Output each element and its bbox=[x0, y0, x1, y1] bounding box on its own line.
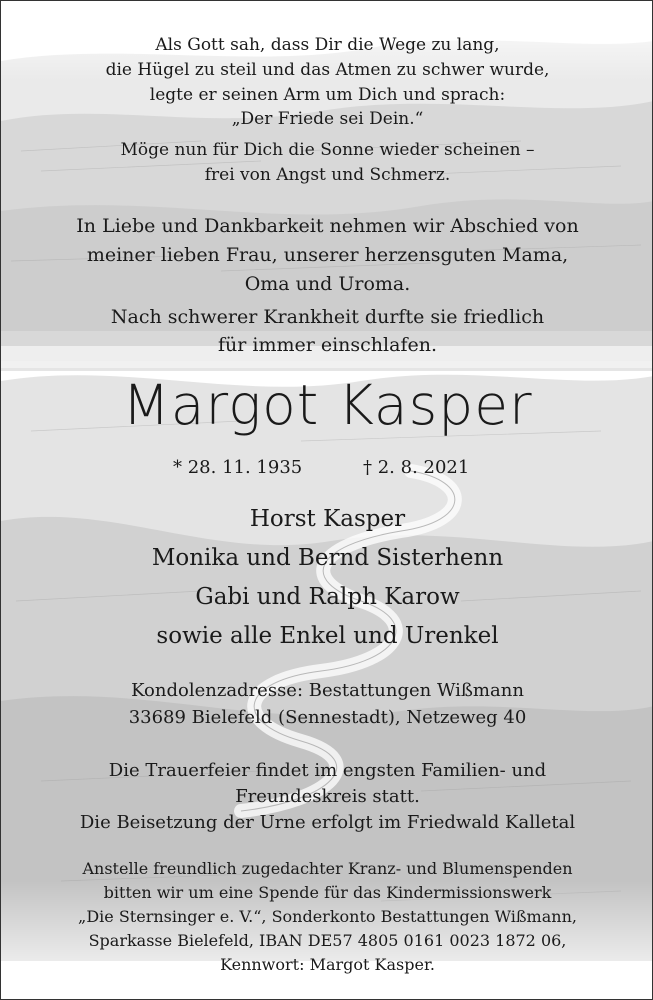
donation-line: „Die Sternsinger e. V.“, Sonderkonto Bestattungen Wißmann, bbox=[78, 907, 577, 926]
intro-line: meiner lieben Frau, unserer herzensguten Mama, bbox=[86, 244, 569, 266]
poem-line: die Hügel zu steil und das Atmen zu schwer wurde, bbox=[105, 60, 550, 80]
poem-line: „Der Friede sei Dein.“ bbox=[231, 109, 424, 129]
intro-line: Nach schwerer Krankheit durfte sie friedlich bbox=[110, 306, 545, 328]
condolence-address-line: Kondolenzadresse: Bestattungen Wißmann bbox=[131, 680, 524, 701]
death-date: † 2. 8. 2021 bbox=[363, 457, 470, 478]
poem-line: frei von Angst und Schmerz. bbox=[204, 165, 451, 185]
mourner-line: Monika und Bernd Sisterhenn bbox=[151, 545, 504, 571]
mourner-line: Gabi und Ralph Karow bbox=[195, 584, 460, 610]
poem-line: Möge nun für Dich die Sonne wieder scheinen – bbox=[120, 140, 535, 160]
poem-line: Als Gott sah, dass Dir die Wege zu lang, bbox=[155, 35, 500, 55]
birth-date: * 28. 11. 1935 bbox=[173, 457, 303, 478]
mourner-line: Horst Kasper bbox=[249, 506, 406, 532]
deceased-name: Margot Kasper bbox=[122, 373, 533, 437]
donation-line: bitten wir um eine Spende für das Kindermissionswerk bbox=[103, 883, 552, 902]
poem-line: legte er seinen Arm um Dich und sprach: bbox=[149, 85, 506, 105]
donation-line: Anstelle freundlich zugedachter Kranz- und Blumenspenden bbox=[82, 859, 573, 878]
donation-line: Sparkasse Bielefeld, IBAN DE57 4805 0161 0023 1872 06, bbox=[88, 931, 567, 950]
intro-line: für immer einschlafen. bbox=[217, 334, 437, 356]
intro-line: Oma und Uroma. bbox=[244, 273, 411, 295]
mourner-line: sowie alle Enkel und Urenkel bbox=[156, 623, 499, 649]
ceremony-line: Die Trauerfeier findet im engsten Familien- und bbox=[108, 760, 547, 781]
ceremony-line: Die Beisetzung der Urne erfolgt im Friedwald Kalletal bbox=[79, 812, 576, 833]
intro-line: In Liebe und Dankbarkeit nehmen wir Abschied von bbox=[76, 215, 579, 237]
ceremony-line: Freundeskreis statt. bbox=[235, 786, 420, 807]
donation-line: Kennwort: Margot Kasper. bbox=[220, 955, 435, 974]
condolence-address-line: 33689 Bielefeld (Sennestadt), Netzeweg 40 bbox=[128, 707, 527, 728]
